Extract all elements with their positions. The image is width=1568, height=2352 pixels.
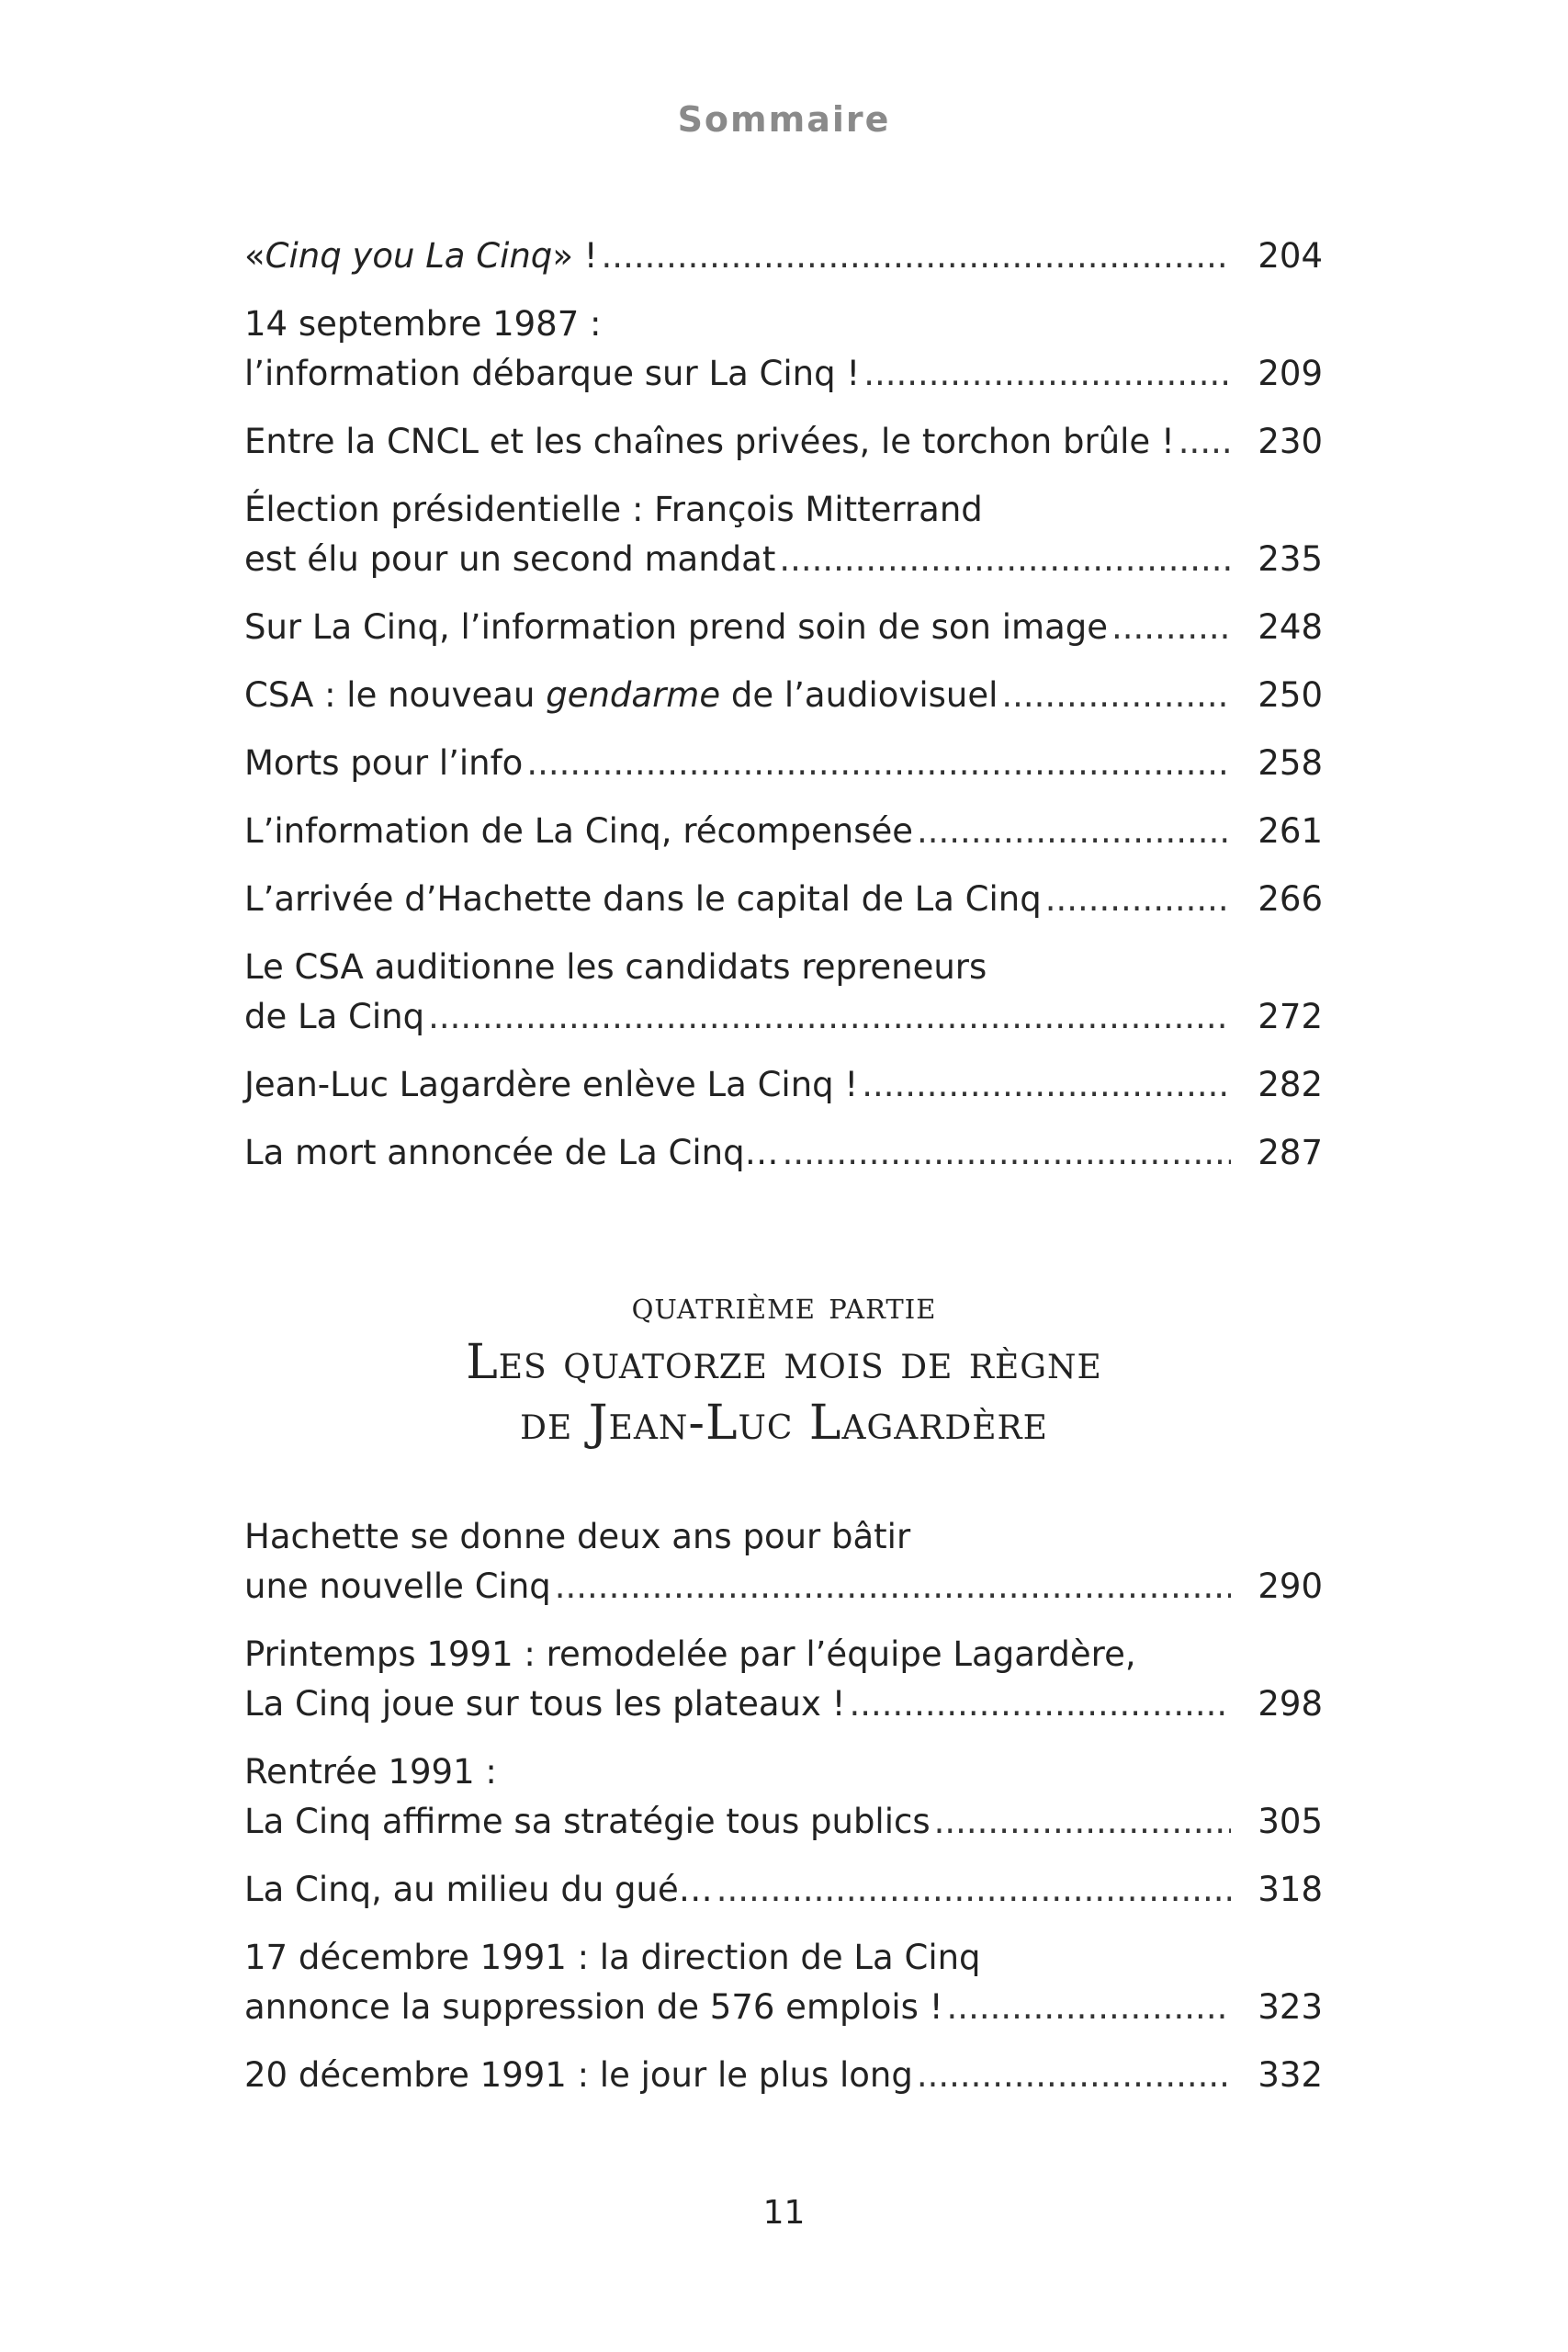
toc-entry-title-line: Le CSA auditionne les candidats repreneurs bbox=[244, 947, 987, 987]
toc-entry bbox=[244, 875, 1323, 924]
dot-leader bbox=[850, 1679, 1232, 1729]
toc-entry-title: La Cinq, au milieu du gué… bbox=[244, 1870, 713, 1909]
toc-entry-title: CSA : le nouveau gendarme de l’audiovisuel bbox=[244, 675, 998, 715]
dot-leader bbox=[779, 535, 1231, 584]
toc-entry-title: Morts pour l’info bbox=[244, 743, 524, 783]
toc-entry bbox=[244, 1747, 1323, 1847]
toc-page-number: 209 bbox=[1258, 354, 1323, 393]
toc-page-number: 258 bbox=[1258, 743, 1323, 783]
toc-entry bbox=[244, 943, 1323, 1042]
dot-leader bbox=[602, 232, 1231, 281]
toc-page-number: 266 bbox=[1258, 879, 1323, 919]
part-heading bbox=[0, 1279, 1568, 1453]
toc-page-number: 250 bbox=[1258, 675, 1323, 715]
dot-leader bbox=[1179, 417, 1231, 467]
toc-entry-title-line: Hachette se donne deux ans pour bâtir bbox=[244, 1517, 911, 1556]
toc-entry bbox=[244, 232, 1323, 281]
toc-page-number: 332 bbox=[1258, 2055, 1323, 2095]
dot-leader bbox=[716, 1865, 1231, 1915]
toc-entry-title: Entre la CNCL et les chaînes privées, le torchon brûle ! bbox=[244, 422, 1175, 461]
toc-page-number: 287 bbox=[1258, 1133, 1323, 1172]
part-title-line: de Jean-Luc Lagardère bbox=[520, 1396, 1048, 1451]
dot-leader bbox=[863, 349, 1231, 399]
toc-page-number: 272 bbox=[1258, 997, 1323, 1036]
toc-entry-title: une nouvelle Cinq bbox=[244, 1566, 551, 1606]
toc-entry bbox=[244, 1933, 1323, 2032]
toc-entry-title: L’information de La Cinq, récompensée bbox=[244, 811, 914, 851]
toc-entry-title: Jean-Luc Lagardère enlève La Cinq ! bbox=[244, 1065, 859, 1104]
toc-entry-title: l’information débarque sur La Cinq ! bbox=[244, 354, 861, 393]
toc-page-number: 305 bbox=[1258, 1802, 1323, 1841]
toc-list bbox=[244, 1512, 1323, 2119]
toc-entry-title-line: Élection présidentielle : François Mitterrand bbox=[244, 490, 983, 529]
dot-leader bbox=[917, 807, 1231, 856]
part-label: quatrième partie bbox=[631, 1283, 937, 1328]
toc-entry-title-line: 17 décembre 1991 : la direction de La Cinq bbox=[244, 1938, 981, 1977]
dot-leader bbox=[917, 2051, 1231, 2100]
toc-entry-title-line: Printemps 1991 : remodelée par l’équipe Lagardère, bbox=[244, 1634, 1136, 1674]
toc-page-number: 290 bbox=[1258, 1566, 1323, 1606]
toc-entry-title-line: 14 septembre 1987 : bbox=[244, 304, 602, 344]
toc-entry bbox=[244, 1060, 1323, 1110]
toc-entry bbox=[244, 300, 1323, 399]
toc-entry-title: La Cinq affirme sa stratégie tous publics bbox=[244, 1802, 931, 1841]
toc-entry bbox=[244, 417, 1323, 467]
toc-page-number: 298 bbox=[1258, 1684, 1323, 1724]
toc-page-number: 248 bbox=[1258, 607, 1323, 647]
toc-page-number: 230 bbox=[1258, 422, 1323, 461]
toc-entry-title-line: Rentrée 1991 : bbox=[244, 1752, 497, 1792]
toc-entry bbox=[244, 1865, 1323, 1915]
toc-entry bbox=[244, 1512, 1323, 1611]
toc-entry bbox=[244, 2051, 1323, 2100]
running-head: Sommaire bbox=[677, 99, 891, 140]
toc-entry bbox=[244, 671, 1323, 720]
toc-entry-title: La Cinq joue sur tous les plateaux ! bbox=[244, 1684, 846, 1724]
dot-leader bbox=[1045, 875, 1231, 924]
toc-page-number: 323 bbox=[1258, 1987, 1323, 2027]
toc-entry-title: Sur La Cinq, l’information prend soin de son image bbox=[244, 607, 1109, 647]
toc-entry bbox=[244, 1128, 1323, 1178]
dot-leader bbox=[1111, 603, 1231, 652]
toc-entry-title: 20 décembre 1991 : le jour le plus long bbox=[244, 2055, 913, 2095]
toc-entry-title: «Cinq you La Cinq» ! bbox=[244, 236, 598, 276]
toc-list bbox=[244, 232, 1323, 1196]
toc-entry-title: est élu pour un second mandat bbox=[244, 539, 776, 579]
toc-page-number: 261 bbox=[1258, 811, 1323, 851]
dot-leader bbox=[934, 1797, 1231, 1847]
toc-entry bbox=[244, 603, 1323, 652]
dot-leader bbox=[555, 1562, 1231, 1611]
dot-leader bbox=[862, 1060, 1231, 1110]
toc-page-number: 235 bbox=[1258, 539, 1323, 579]
part-title-line: Les quatorze mois de règne bbox=[466, 1335, 1102, 1390]
page-number: 11 bbox=[762, 2194, 806, 2232]
toc-entry-title: L’arrivée d’Hachette dans le capital de La Cinq bbox=[244, 879, 1042, 919]
toc-page-number: 318 bbox=[1258, 1870, 1323, 1909]
dot-leader bbox=[1001, 671, 1231, 720]
toc-entry bbox=[244, 485, 1323, 584]
dot-leader bbox=[526, 739, 1231, 788]
dot-leader bbox=[783, 1128, 1231, 1178]
toc-entry-title: annonce la suppression de 576 emplois ! bbox=[244, 1987, 943, 2027]
toc-entry-title: La mort annoncée de La Cinq… bbox=[244, 1133, 779, 1172]
dot-leader bbox=[428, 992, 1231, 1042]
toc-entry bbox=[244, 739, 1323, 788]
toc-page-number: 282 bbox=[1258, 1065, 1323, 1104]
toc-entry bbox=[244, 1630, 1323, 1729]
toc-entry-title: de La Cinq bbox=[244, 997, 425, 1036]
toc-page-number: 204 bbox=[1258, 236, 1323, 276]
dot-leader bbox=[947, 1983, 1231, 2032]
toc-entry bbox=[244, 807, 1323, 856]
